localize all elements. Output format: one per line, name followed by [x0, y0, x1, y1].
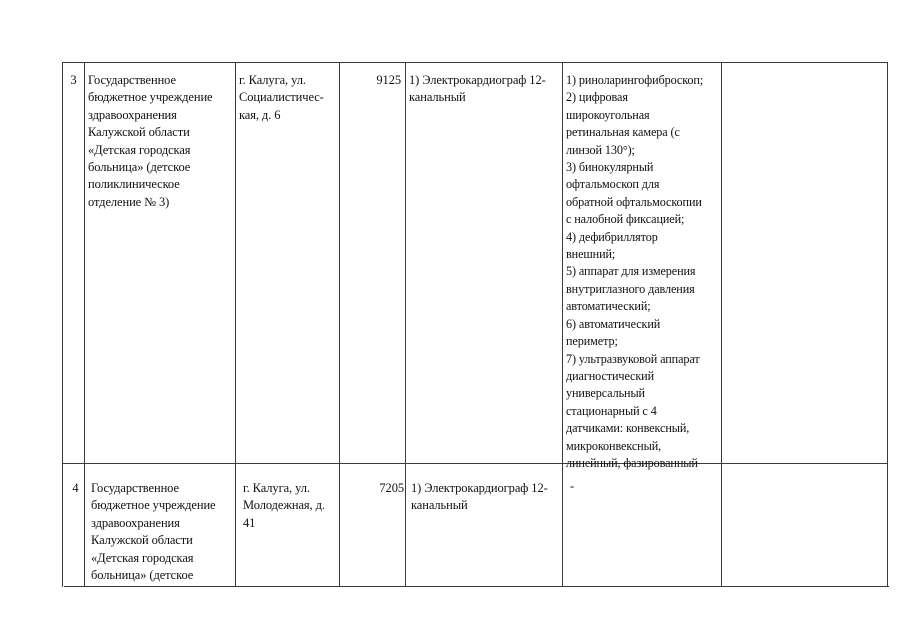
row4-institution: Государственное бюджетное учреждение здравоохранения Калужской области «Детская городская больница» (детское: [91, 481, 216, 583]
row3-equipment-list: 1) риноларингофиброскоп; 2) цифровая широкоугольная ретинальная камера (с линзой 130°); 3) бинокулярный офтальмоскоп для обратной офтальмоскопии с налобной фиксацией; 4) дефибриллятор внешний; 5) аппарат для измерения внутриглазного давления автоматический; 6) автоматический периметр; 7) ультразвуковой аппарат диагностический универсальный стационарный с 4 датчиками: конвексный, микроконвексный, линейный, фазированный: [566, 73, 704, 470]
col-border-4: [405, 62, 406, 587]
col-border-6: [721, 62, 722, 587]
row3-equipment: 1) Электрокардиограф 12- канальный: [409, 73, 546, 105]
row3-number: 3: [70, 73, 77, 87]
row3-institution: Государственное бюджетное учреждение здравоохранения Калужской области «Детская городская больница» (детское поликлиническое отделение № 3): [88, 73, 213, 209]
row-divider: [63, 463, 888, 464]
row3-address: г. Калуга, ул. Социалистичес- кая, д. 6: [239, 73, 324, 122]
row4-address: г. Калуга, ул. Молодежная, д. 41: [243, 481, 325, 530]
col-border-left: [62, 62, 63, 587]
row3-count: 9125: [376, 73, 401, 87]
table-bottom-border: [64, 586, 889, 587]
col-border-1: [84, 62, 85, 587]
row4-equipment-list: -: [570, 479, 575, 493]
row4-count: 7205: [379, 481, 404, 495]
col-border-right: [887, 62, 888, 587]
row4-equipment: 1) Электрокардиограф 12- канальный: [411, 481, 548, 513]
table-top-border: [62, 62, 888, 63]
col-border-3: [339, 62, 340, 587]
row4-number: 4: [72, 481, 79, 495]
